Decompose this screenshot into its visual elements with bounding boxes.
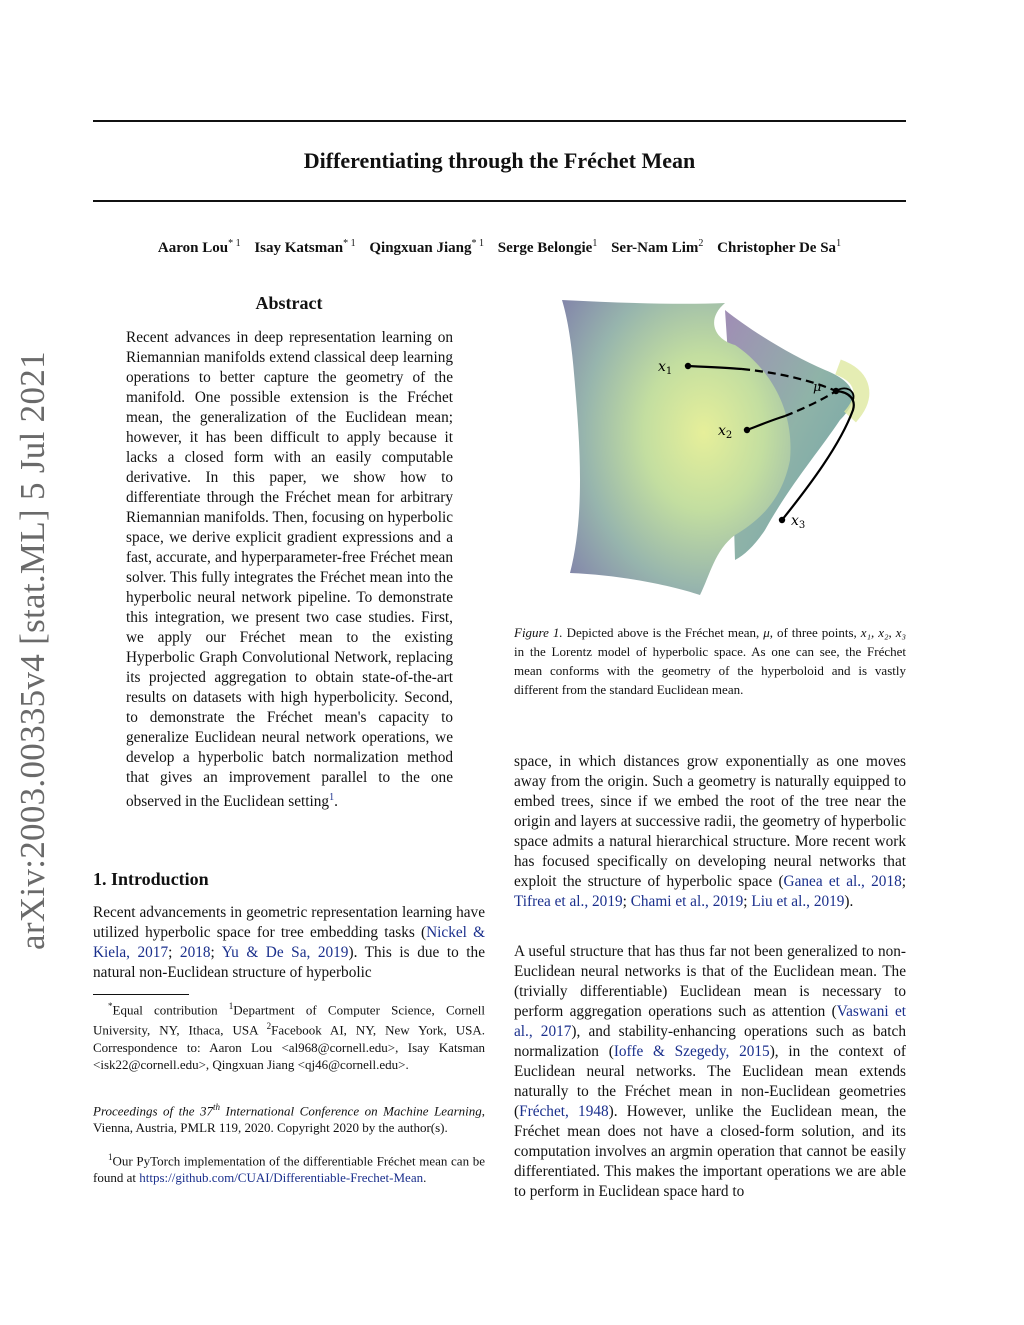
point-x2 bbox=[744, 427, 750, 433]
citation-link[interactable]: Vaswani et al., 2017 bbox=[514, 1003, 906, 1040]
figure-caption: Figure 1. Depicted above is the Fréchet mean, μ, of three points, x₁, x₂, x₃ in the Lorentz model of hyperbolic space. As one can see, the Fréchet mean conforms with the geometry of the hyperboloid and is vastly different from the standard Euclidean mean. bbox=[514, 625, 907, 697]
top-rule bbox=[93, 120, 906, 122]
author: Isay Katsman$^{* 1}$ bbox=[254, 238, 356, 256]
abstract-heading: Abstract bbox=[255, 293, 323, 313]
footnote-proceedings: Proceedings of the 37th International Conference on Machine Learning, Vienna, Austria, PMLR 119, 2020. Copyright 2020 by the author(s). bbox=[93, 1102, 485, 1136]
arxiv-stamp: arXiv:2003.00335v4 [stat.ML] 5 Jul 2021 bbox=[13, 351, 52, 950]
github-link[interactable]: https://github.com/CUAI/Differentiable-Frechet-Mean bbox=[139, 1170, 424, 1186]
hyperboloid-figure bbox=[520, 285, 900, 605]
footnote-ref[interactable]: 1 bbox=[329, 792, 335, 803]
citation-link[interactable]: 2018 bbox=[179, 944, 211, 961]
citation-link[interactable]: Tifrea et al., 2019 bbox=[514, 893, 623, 910]
right-column-paragraph-2: A useful structure that has thus far not been generalized to non-Euclidean neural networks is that of the Euclidean mean. The (trivially differentiable) Euclidean mean is necessary to perform aggregation operations such as attention (Vaswani et al., 2017), and stability-enhancing operations such as batch normalization (Ioffe & Szegedy, 2015), in the context of Euclidean neural networks. The Euclidean mean extends naturally to the Fréchet mean in non-Euclidean geometries (Fréchet, 1948). However, unlike the Euclidean mean, the Fréchet mean does not have a closed-form solution, and its computation involves an argmin operation that cannot be easily differentiated. This makes the important operations we are able to perform in Euclidean space hard to bbox=[514, 943, 906, 1200]
introduction-paragraph: Recent advancements in geometric representation learning have utilized hyperbolic space for tree embedding tasks (Nickel & Kiela, 2017; 2018; Yu & De Sa, 2019). This is due to the natural non-Euclidean structure of hyperbolic bbox=[93, 904, 486, 981]
section-heading-introduction: 1. Introduction bbox=[93, 869, 209, 889]
point-x1 bbox=[685, 363, 691, 369]
title-bottom-rule bbox=[93, 200, 906, 202]
citation-link[interactable]: Ioffe & Szegedy, 2015 bbox=[613, 1043, 770, 1060]
right-column-paragraph-1: space, in which distances grow exponentially as one moves away from the origin. Such a geometry is naturally equipped to embed trees, since if we embed the root of the tree near the origin and layers at successive radii, the geometry of hyperbolic space admits a natural hierarchical structure. More recent work has focused specifically on developing neural networks that exploit the structure of hyperbolic space (Ganea et al., 2018; Tifrea et al., 2019; Chami et al., 2019; Liu et al., 2019). bbox=[514, 753, 906, 910]
citation-link[interactable]: Ganea et al., 2018 bbox=[783, 873, 902, 890]
author: Christopher De Sa$^1$ bbox=[717, 238, 842, 256]
figure-1 bbox=[520, 285, 900, 605]
footnote-equal-contribution: *Equal contribution $^1$Department of Computer Science, Cornell University, NY, Ithaca, USA $^2$Facebook AI, NY, New York, USA. Correspondence to: Aaron Lou <al968@cornell.edu>, Isay Katsman <isk22@cornell.edu>, Qingxuan Jiang <qj46@cornell.edu>. bbox=[93, 1001, 485, 1072]
citation-link[interactable]: Chami et al., 2019 bbox=[630, 893, 744, 910]
footnote-rule bbox=[93, 994, 189, 995]
label-x3: $x_3$ bbox=[791, 513, 806, 531]
author: Ser-Nam Lim$^2$ bbox=[611, 238, 704, 256]
point-x3 bbox=[779, 517, 785, 523]
author: Aaron Lou$^{* 1}$ bbox=[157, 238, 241, 256]
label-x2: $x_2$ bbox=[718, 423, 733, 441]
label-x1: $x_1$ bbox=[658, 359, 673, 377]
author: Serge Belongie$^1$ bbox=[497, 238, 598, 256]
label-mu: μ bbox=[813, 380, 822, 395]
abstract-body: Recent advances in deep representation learning on Riemannian manifolds extend classical deep learning operations to better capture the geometry of the manifold. One possible extension is the Fréchet mean, the generalization of the Euclidean mean; however, it has been difficult to apply because it lacks a closed form with an easily computable derivative. In this paper, we show how to differentiate through the Fréchet mean for arbitrary Riemannian manifolds. Then, focusing on hyperbolic space, we derive explicit gradient expressions and a fast, accurate, and hyperparameter-free Fréchet mean solver. This fully integrates the Fréchet mean into the hyperbolic neural network pipeline. To demonstrate this integration, we present two case studies. First, we apply our Fréchet mean to the existing Hyperbolic Graph Convolutional Network, replacing its projected aggregation to obtain state-of-the-art results on datasets with high hyperbolicity. Second, to demonstrate the Fréchet mean's capacity to generalize Euclidean neural network operations, we develop a hyperbolic batch normalization method that gives an improvement parallel to the one observed in the Euclidean setting$^1$. bbox=[126, 329, 453, 811]
author: Qingxuan Jiang$^{* 1}$ bbox=[369, 238, 484, 256]
point-mu bbox=[833, 388, 839, 394]
citation-link[interactable]: Nickel & Kiela, 2017 bbox=[93, 924, 486, 961]
author-list bbox=[93, 238, 906, 257]
paper-title: Differentiating through the Fréchet Mean bbox=[303, 148, 696, 173]
citation-link[interactable]: Fréchet, 1948 bbox=[519, 1103, 609, 1120]
footnote-code: $^1$Our PyTorch implementation of the differentiable Fréchet mean can be found at https://github.com/CUAI/Differentiable-Frechet-Mean. bbox=[93, 1152, 485, 1186]
citation-link[interactable]: Yu & De Sa, 2019 bbox=[221, 944, 349, 961]
citation-link[interactable]: Liu et al., 2019 bbox=[751, 893, 845, 910]
